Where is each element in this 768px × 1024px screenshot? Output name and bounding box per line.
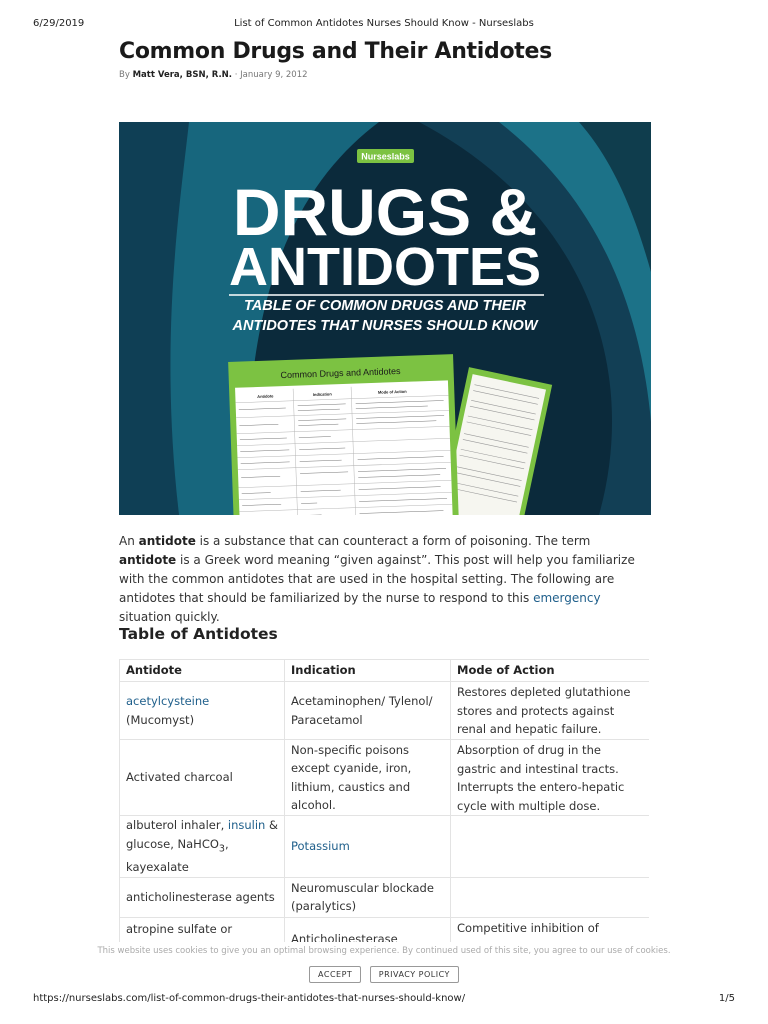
doc-preview-head-3: Mode of Action [377,388,407,395]
publish-date: January 9, 2012 [240,70,308,80]
accept-cookies-button[interactable]: ACCEPT [309,966,361,983]
hero-line-1: DRUGS & [232,175,538,249]
print-date: 6/29/2019 [33,18,85,29]
mode-of-action-cell [451,816,650,878]
column-header-antidote: Antidote [120,660,285,682]
mode-of-action-cell: Restores depleted glutathione stores and protects against renal and hepatic failure. [451,682,650,740]
table-row [120,917,650,942]
table-row [120,877,650,917]
print-footer [33,993,735,1007]
brand-logo-text: Nurseslabs [361,151,410,162]
intro-bold-2: antidote [119,553,177,567]
hero-subtitle-1: TABLE OF COMMON DRUGS AND THEIR [244,298,526,314]
acetylcysteine-link[interactable]: acetylcysteine [126,694,210,708]
antidote-cell-text: , kayexalate [126,836,229,875]
cookie-notice: This website uses cookies to give you an optimal browsing experience. By continued used of this site, you agree to our use of cookies. [97,946,671,956]
antidote-cell [120,682,285,740]
antidote-cell: anticholinesterase agents [120,877,285,917]
indication-cell: Neuromuscular blockade (paralytics) [285,877,451,917]
doc-preview-head-1: Antidote [257,393,274,399]
byline-prefix: By [119,70,130,80]
intro-text-2: is a substance that can counteract a form of poisoning. The term [195,534,591,548]
table-row [120,816,650,878]
intro-paragraph [119,532,651,627]
mode-of-action-cell: Competitive inhibition of [451,917,650,942]
intro-bold-1: antidote [138,534,196,548]
indication-cell: Acetaminophen/ Tylenol/ Paracetamol [285,682,451,740]
intro-text-4: situation quickly. [119,610,220,624]
article-header [119,38,651,80]
potassium-link[interactable]: Potassium [291,839,350,854]
table-row [120,740,650,816]
doc-preview-front [228,354,459,515]
mode-of-action-cell [451,877,650,917]
table-row [120,682,650,740]
antidote-cell [120,816,285,878]
privacy-policy-button[interactable]: PRIVACY POLICY [370,966,459,983]
intro-text-3: is a Greek word meaning “given against”. This post will help you familiarize with the common antidotes that are used in the hospital setting. The following are antidotes that should be familiarized by the nurse to respond to this [119,553,635,605]
antidote-cell-text: & glucose, NaHCO [126,818,278,851]
indication-cell: Non-specific poisons except cyanide, iron, lithium, caustics and alcohol. [285,740,451,816]
subscript: 3 [218,842,226,854]
print-page-title: List of Common Antidotes Nurses Should Know - Nurseslabs [234,18,534,29]
indication-cell [285,816,451,878]
hero-line-2: ANTIDOTES [228,237,542,297]
antidotes-table-container [119,659,649,942]
antidote-cell: Activated charcoal [120,740,285,816]
cookie-buttons [0,964,768,983]
print-page-number: 1/5 [718,993,735,1004]
byline-separator: · [234,70,238,80]
print-url: https://nurseslabs.com/list-of-common-drugs-their-antidotes-that-nurses-should-know/ [33,993,466,1004]
byline [119,70,651,80]
emergency-link[interactable]: emergency [533,591,601,605]
insulin-link[interactable]: insulin [227,818,266,832]
column-header-indication: Indication [285,660,451,682]
mode-of-action-cell: Absorption of drug in the gastric and intestinal tracts. Interrupts the entero-hepatic cycle with multiple dose. [451,740,650,816]
antidote-cell: atropine sulfate or [120,917,285,942]
column-header-mode-of-action: Mode of Action [451,660,650,682]
author-link[interactable]: Matt Vera, BSN, R.N. [132,70,233,80]
indication-cell: Anticholinesterase [285,917,451,942]
antidotes-table [119,659,649,942]
intro-text-1: An [119,534,139,548]
doc-preview-head-2: Indication [312,391,332,398]
antidote-cell-text: (Mucomyst) [126,712,195,727]
table-header-row [120,660,650,682]
print-header [33,18,735,32]
section-title: Table of Antidotes [119,625,278,643]
doc-preview-title: Common Drugs and Antidotes [280,365,401,381]
antidote-cell-text: albuterol inhaler, [126,818,228,832]
hero-subtitle-2: ANTIDOTES THAT NURSES SHOULD KNOW [232,318,538,334]
hero-graphic [119,122,651,515]
hero-image [119,122,651,515]
page-title: Common Drugs and Their Antidotes [119,39,552,64]
